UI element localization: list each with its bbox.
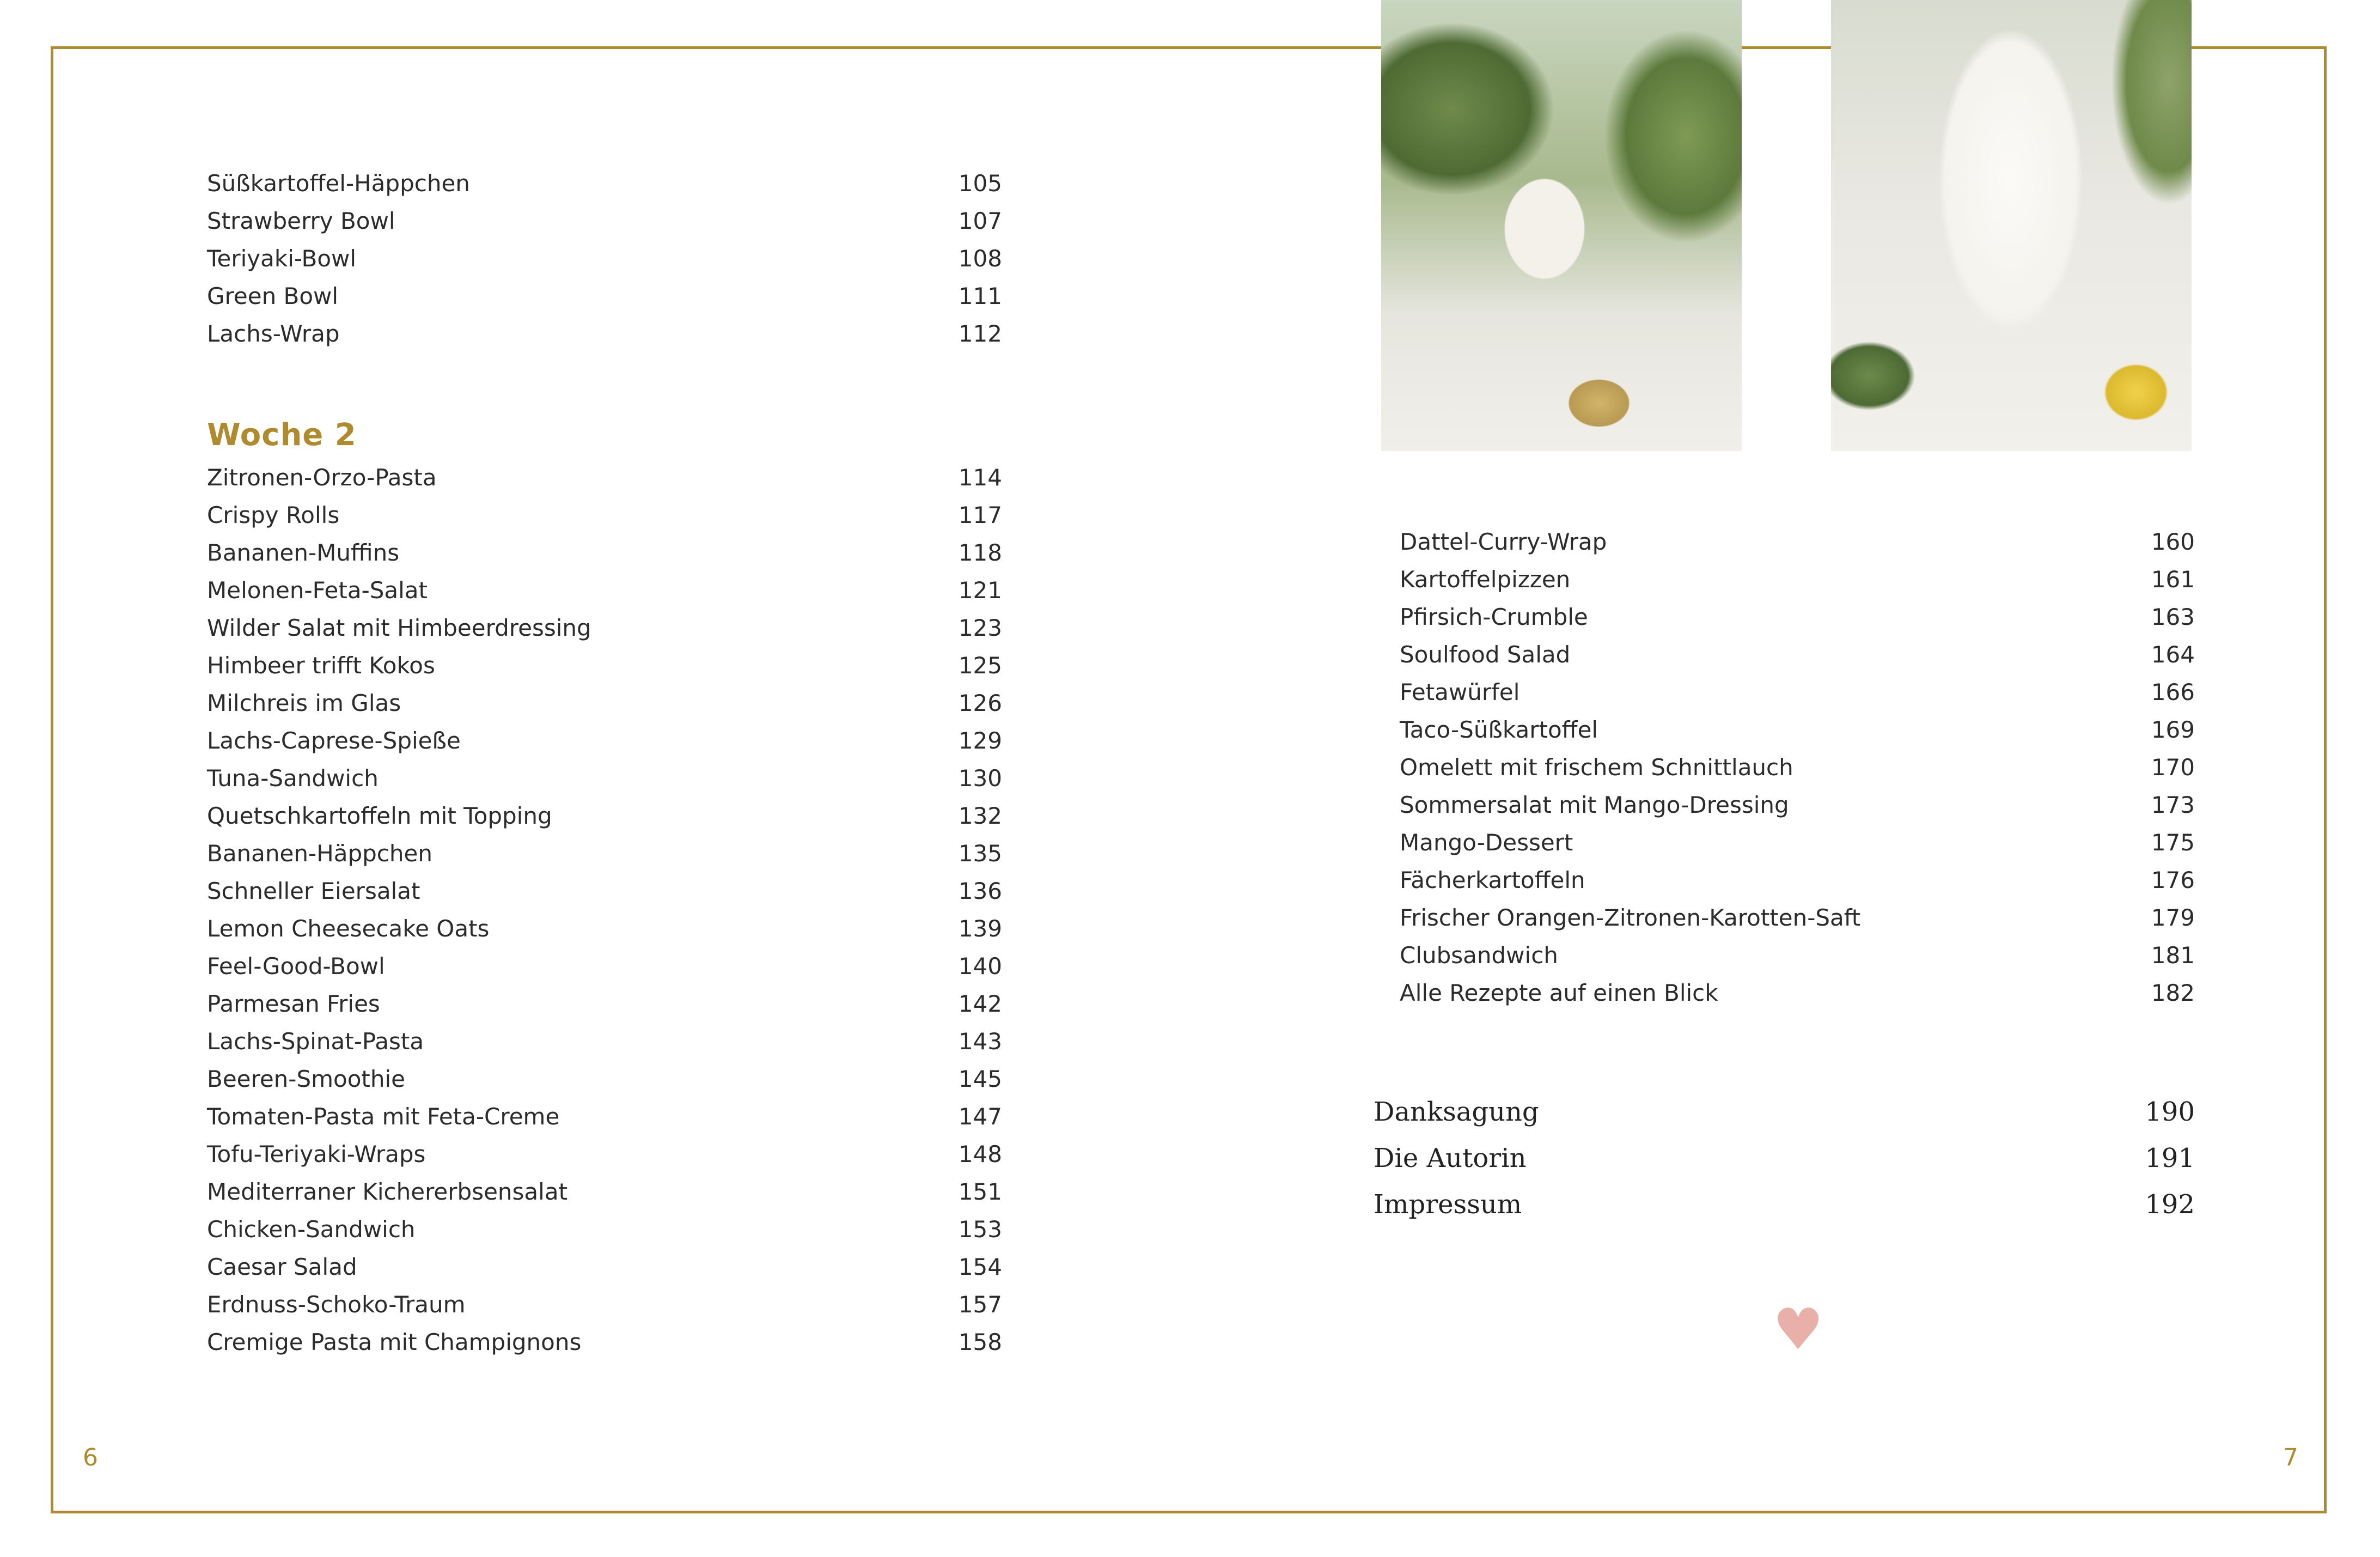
toc-entry-title: Caesar Salad	[207, 1254, 357, 1280]
toc-entry-title: Crispy Rolls	[207, 502, 340, 528]
toc-entry	[207, 459, 1002, 496]
toc-entry-page: 118	[958, 539, 1002, 566]
toc-entry-title: Strawberry Bowl	[207, 208, 395, 234]
toc-entry-page: 130	[958, 765, 1002, 792]
toc-entry-title: Cremige Pasta mit Champignons	[207, 1329, 582, 1355]
toc-entry	[207, 759, 1002, 797]
toc-entry-title: Fächerkartoffeln	[1400, 867, 1585, 893]
toc-entry-page: 126	[958, 690, 1002, 716]
toc-entry-title: Tuna-Sandwich	[207, 765, 379, 792]
toc-entry-page: 175	[2151, 829, 2195, 856]
toc-entry	[207, 202, 1002, 240]
toc-entry	[1400, 561, 2195, 598]
toc-entry	[207, 684, 1002, 722]
toc-entry-page: 157	[958, 1291, 1002, 1318]
toc-entry	[207, 1248, 1002, 1286]
toc-entry-page: 182	[2151, 980, 2195, 1006]
toc-entry-title: Clubsandwich	[1400, 942, 1558, 969]
toc-entry-page: 123	[958, 615, 1002, 641]
toc-entry-title: Mediterraner Kichererbsensalat	[207, 1178, 568, 1205]
toc-entry	[207, 496, 1002, 534]
toc-entry-page: 107	[958, 208, 1002, 234]
toc-entry-title: Bananen-Häppchen	[207, 840, 432, 867]
toc-entry-page: 117	[958, 502, 1002, 528]
toc-entry-title: Sommersalat mit Mango-Dressing	[1400, 792, 1789, 818]
toc-entry-title: Danksagung	[1374, 1097, 1539, 1127]
toc-entry-title: Impressum	[1374, 1189, 1522, 1220]
toc-entry-page: 170	[2151, 754, 2195, 781]
toc-entry	[207, 165, 1002, 202]
toc-entry-title: Fetawürfel	[1400, 679, 1520, 705]
toc-entry-title: Milchreis im Glas	[207, 690, 401, 716]
toc-entry-title: Tomaten-Pasta mit Feta-Creme	[207, 1103, 560, 1130]
toc-entry-title: Bananen-Muffins	[207, 539, 400, 566]
toc-entry	[207, 985, 1002, 1023]
toc-entry	[207, 835, 1002, 872]
toc-entry-page: 147	[958, 1103, 1002, 1130]
toc-entry	[1400, 824, 2195, 861]
toc-entry	[1400, 673, 2195, 711]
toc-entry-title: Zitronen-Orzo-Pasta	[207, 464, 437, 491]
toc-entry-page: 136	[958, 878, 1002, 904]
toc-entry-title: Erdnuss-Schoko-Traum	[207, 1291, 466, 1318]
section-heading-woche-2: Woche 2	[207, 417, 357, 453]
toc-entry	[207, 872, 1002, 910]
toc-entry	[1400, 974, 2195, 1012]
toc-entry	[1400, 711, 2195, 749]
toc-entry-page: 135	[958, 840, 1002, 867]
toc-entry-title: Beeren-Smoothie	[207, 1066, 406, 1092]
toc-entry-page: 148	[958, 1141, 1002, 1167]
toc-entry-title: Wilder Salat mit Himbeerdressing	[207, 615, 591, 641]
toc-list-appendix	[1374, 1089, 2195, 1228]
toc-entry-page: 142	[958, 990, 1002, 1017]
toc-entry-page: 163	[2151, 604, 2195, 630]
toc-entry	[1400, 523, 2195, 561]
toc-entry-page: 129	[958, 727, 1002, 754]
toc-entry-title: Dattel-Curry-Wrap	[1400, 528, 1607, 555]
toc-entry-title: Kartoffelpizzen	[1400, 566, 1571, 593]
toc-entry	[207, 1286, 1002, 1323]
toc-entry-title: Omelett mit frischem Schnittlauch	[1400, 754, 1793, 781]
toc-entry-page: 111	[958, 283, 1002, 309]
toc-entry-page: 112	[958, 320, 1002, 347]
heart-icon: ♥	[1773, 1296, 1824, 1363]
toc-entry	[207, 910, 1002, 947]
toc-entry-title: Frischer Orangen-Zitronen-Karotten-Saft	[1400, 904, 1861, 931]
toc-entry	[207, 1060, 1002, 1098]
toc-entry	[1400, 861, 2195, 899]
toc-entry-page: 169	[2151, 716, 2195, 743]
toc-entry-page: 154	[958, 1254, 1002, 1280]
toc-entry	[1400, 899, 2195, 936]
toc-entry-page: 132	[958, 802, 1002, 829]
toc-list-week1-end	[207, 165, 1002, 352]
toc-entry-page: 140	[958, 953, 1002, 980]
toc-entry-page: 166	[2151, 679, 2195, 705]
toc-entry-page: 105	[958, 170, 1002, 197]
toc-entry-title: Taco-Süßkartoffel	[1400, 716, 1598, 743]
toc-entry-title: Chicken-Sandwich	[207, 1216, 416, 1243]
toc-entry-page: 190	[2145, 1097, 2195, 1127]
photo-woman-pouring-drink	[1381, 0, 1742, 451]
toc-entry-title: Schneller Eiersalat	[207, 878, 420, 904]
photo-pouring-closeup	[1831, 0, 2192, 451]
toc-entry	[207, 277, 1002, 315]
toc-entry-page: 176	[2151, 867, 2195, 893]
toc-entry-title: Alle Rezepte auf einen Blick	[1400, 980, 1718, 1006]
page-number-right: 7	[2283, 1444, 2298, 1471]
toc-entry	[207, 1135, 1002, 1173]
toc-entry-title: Quetschkartoffeln mit Topping	[207, 802, 552, 829]
toc-entry	[207, 647, 1002, 684]
toc-entry-page: 114	[958, 464, 1002, 491]
toc-entry	[1400, 636, 2195, 673]
toc-entry	[1400, 749, 2195, 786]
toc-entry-page: 160	[2151, 528, 2195, 555]
toc-entry-title: Lemon Cheesecake Oats	[207, 915, 490, 942]
toc-entry	[207, 1023, 1002, 1060]
toc-entry-page: 179	[2151, 904, 2195, 931]
toc-entry-page: 158	[958, 1329, 1002, 1355]
toc-entry-title: Teriyaki-Bowl	[207, 245, 357, 272]
toc-entry	[1400, 936, 2195, 974]
toc-entry-title: Die Autorin	[1374, 1143, 1527, 1173]
toc-entry-title: Tofu-Teriyaki-Wraps	[207, 1141, 426, 1167]
toc-entry-title: Parmesan Fries	[207, 990, 380, 1017]
toc-list-week2	[207, 459, 1002, 1361]
toc-entry-page: 164	[2151, 641, 2195, 668]
toc-list-week2-continued	[1400, 523, 2195, 1012]
toc-entry-page: 151	[958, 1178, 1002, 1205]
toc-entry	[1400, 786, 2195, 824]
toc-entry	[207, 1098, 1002, 1135]
toc-entry	[1374, 1089, 2195, 1135]
toc-entry-title: Feel-Good-Bowl	[207, 953, 385, 980]
toc-entry	[207, 315, 1002, 352]
toc-entry	[207, 1211, 1002, 1248]
toc-entry	[1374, 1182, 2195, 1228]
toc-entry-title: Soulfood Salad	[1400, 641, 1571, 668]
toc-entry-title: Himbeer trifft Kokos	[207, 652, 435, 679]
toc-entry	[207, 947, 1002, 985]
toc-entry-page: 161	[2151, 566, 2195, 593]
toc-entry-page: 125	[958, 652, 1002, 679]
toc-entry-page: 143	[958, 1028, 1002, 1055]
toc-entry-title: Lachs-Caprese-Spieße	[207, 727, 461, 754]
toc-entry-page: 121	[958, 577, 1002, 604]
toc-entry-page: 173	[2151, 792, 2195, 818]
toc-entry-title: Mango-Dessert	[1400, 829, 1573, 856]
toc-entry-title: Green Bowl	[207, 283, 339, 309]
toc-entry	[1374, 1135, 2195, 1182]
toc-entry	[1400, 598, 2195, 636]
toc-entry-page: 139	[958, 915, 1002, 942]
toc-entry-title: Lachs-Spinat-Pasta	[207, 1028, 424, 1055]
toc-entry	[207, 1173, 1002, 1211]
toc-entry	[207, 240, 1002, 277]
toc-entry-title: Lachs-Wrap	[207, 320, 340, 347]
toc-entry-page: 108	[958, 245, 1002, 272]
toc-entry-page: 181	[2151, 942, 2195, 969]
toc-entry-page: 191	[2145, 1143, 2195, 1173]
toc-entry-page: 145	[958, 1066, 1002, 1092]
toc-entry	[207, 609, 1002, 647]
toc-entry	[207, 571, 1002, 609]
toc-entry-title: Melonen-Feta-Salat	[207, 577, 428, 604]
toc-entry	[207, 722, 1002, 759]
toc-entry	[207, 1323, 1002, 1361]
toc-entry	[207, 797, 1002, 835]
page-number-left: 6	[83, 1444, 98, 1471]
toc-entry-page: 153	[958, 1216, 1002, 1243]
toc-entry-page: 192	[2145, 1189, 2195, 1220]
toc-entry-title: Pfirsich-Crumble	[1400, 604, 1588, 630]
toc-entry	[207, 534, 1002, 571]
toc-entry-title: Süßkartoffel-Häppchen	[207, 170, 470, 197]
